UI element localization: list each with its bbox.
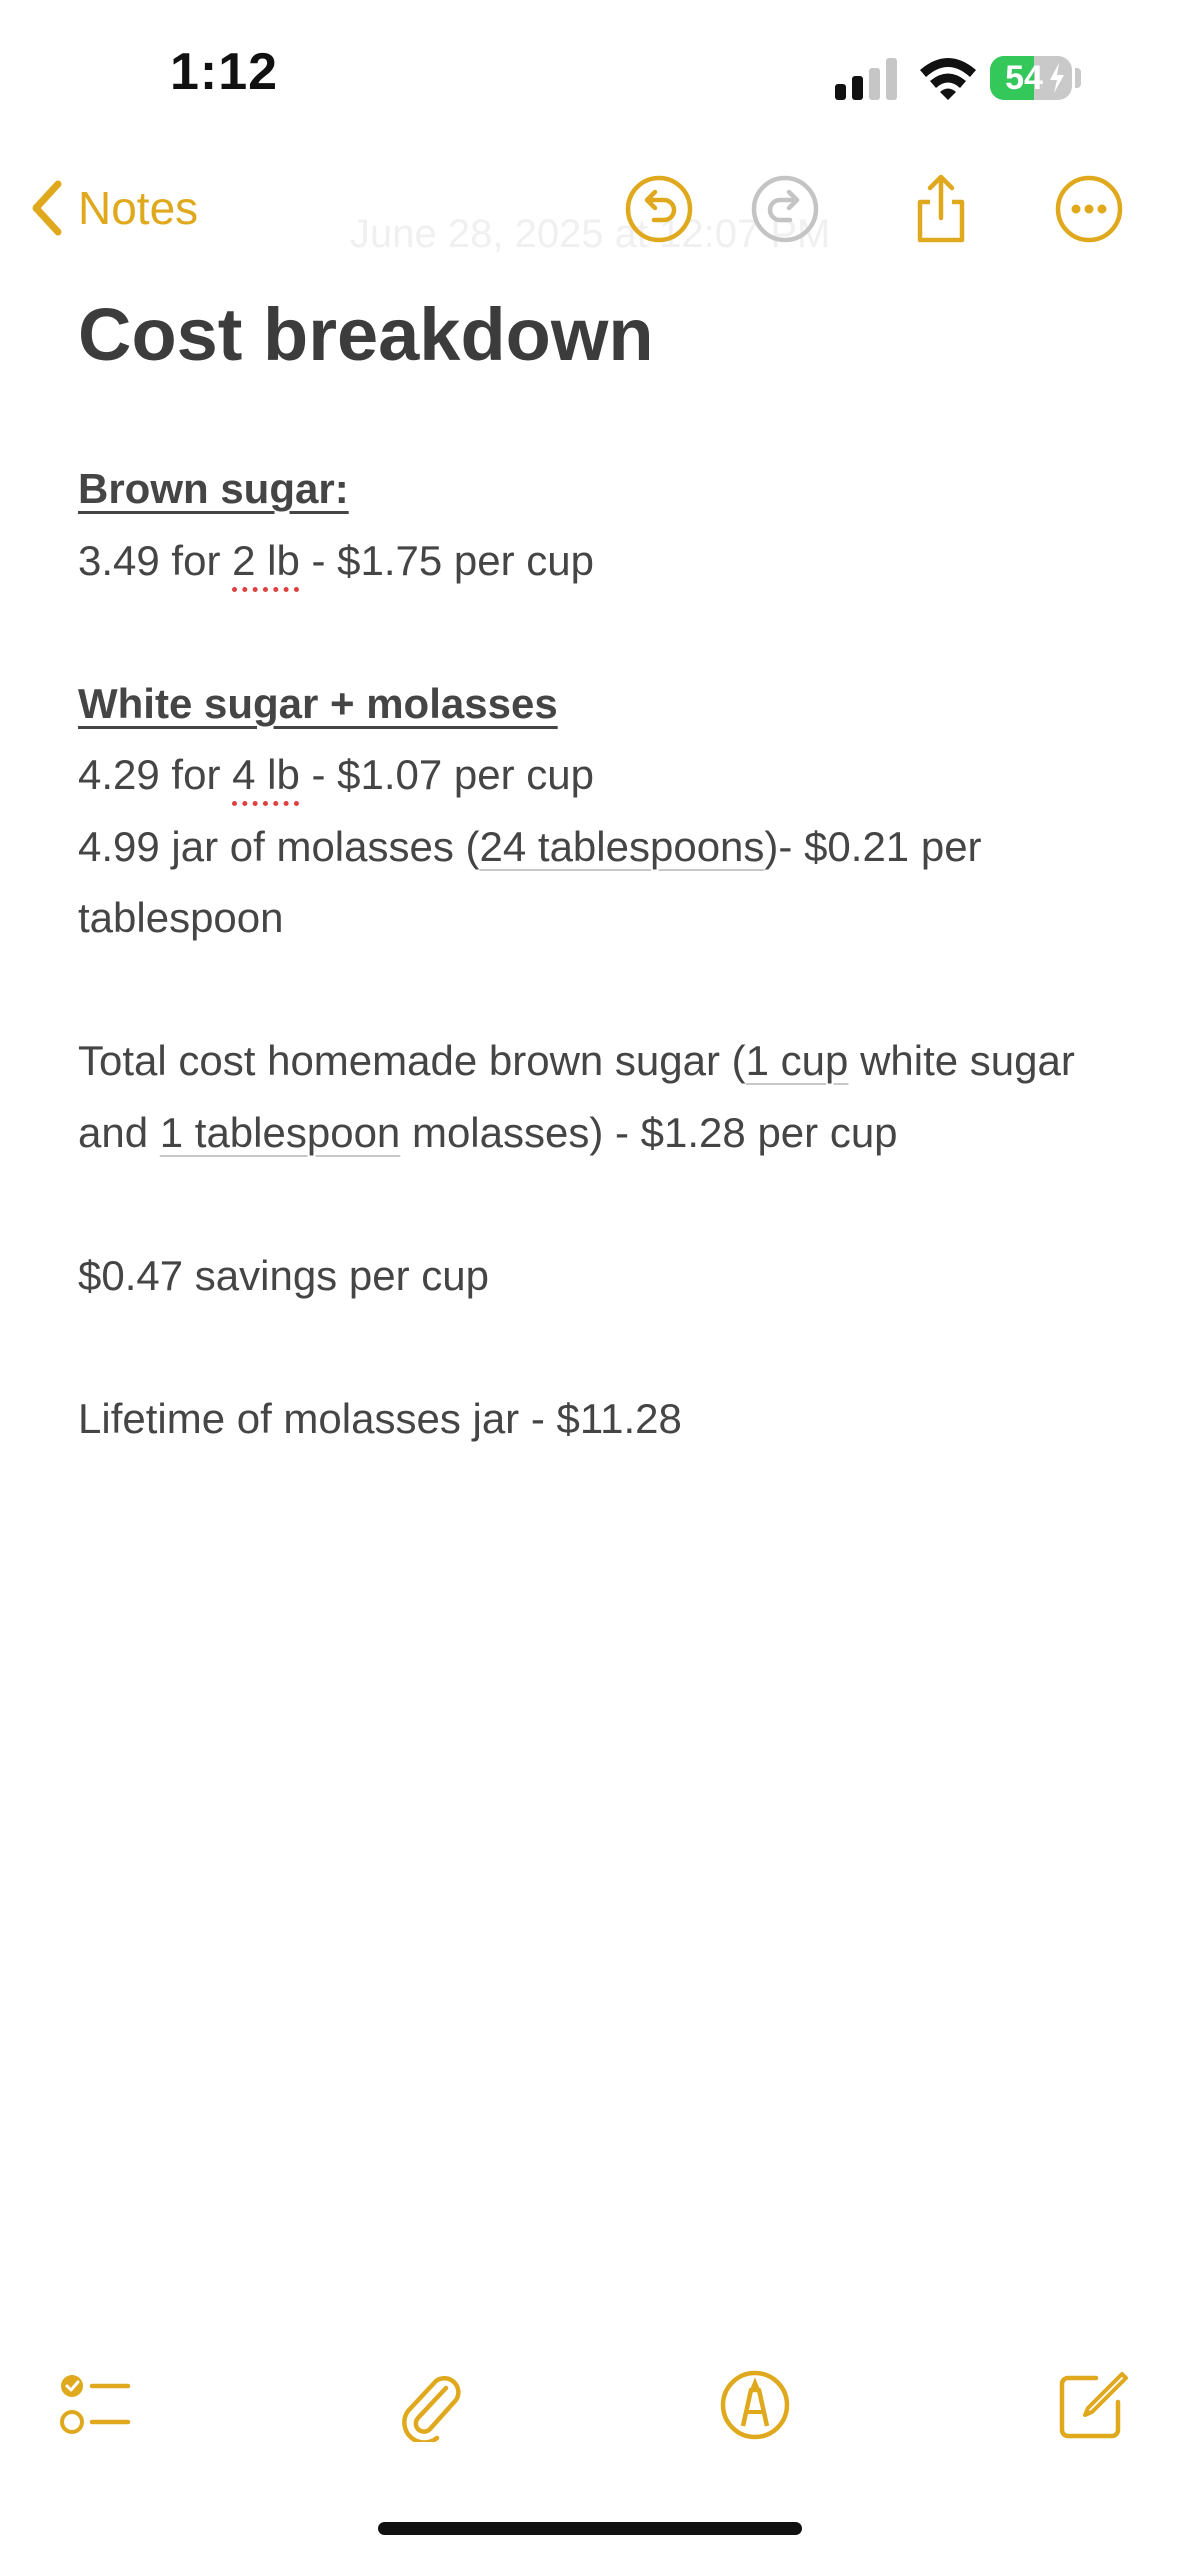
back-label: Notes: [78, 182, 199, 234]
chevron-left-icon: [28, 180, 64, 236]
wifi-icon: [918, 54, 978, 100]
battery-percent: 54: [1005, 59, 1043, 97]
detected-unit-link[interactable]: 1 cup: [745, 1037, 849, 1084]
undo-button[interactable]: [624, 174, 694, 244]
white-sugar-price-line: 4.29 for 4 lb - $1.07 per cup: [78, 751, 595, 798]
battery-icon: [990, 56, 1072, 100]
brown-sugar-price-line: 3.49 for 2 lb - $1.75 per cup: [78, 536, 595, 584]
status-time: 1:12: [170, 43, 279, 101]
more-options-button[interactable]: [1054, 174, 1124, 244]
brown-sugar-heading: Brown sugar:: [78, 465, 349, 512]
white-sugar-heading: White sugar + molasses: [78, 679, 558, 727]
more-icon: [1054, 174, 1124, 244]
note-date-ghost: June 28, 2025 at 12:07 PM: [350, 212, 831, 256]
attachment-button[interactable]: [394, 2368, 468, 2442]
battery-nub: [1075, 68, 1081, 88]
misspelled-word[interactable]: 2 lb: [232, 536, 300, 584]
share-button[interactable]: [906, 174, 976, 244]
misspelled-word[interactable]: 4 lb: [232, 751, 300, 798]
redo-button[interactable]: [750, 174, 820, 244]
compose-icon: [1054, 2368, 1128, 2442]
cellular-signal-icon: [835, 58, 897, 100]
molasses-price-line: 4.99 jar of molasses (24 tablespoons)- $0.21 per tablespoon: [78, 822, 982, 941]
compose-button[interactable]: [1054, 2368, 1128, 2442]
paperclip-icon: [394, 2368, 468, 2442]
lifetime-line: Lifetime of molasses jar - $11.28: [78, 1394, 682, 1442]
note-title: Cost breakdown: [78, 293, 654, 376]
markup-pen-icon: [718, 2368, 792, 2442]
undo-icon: [624, 174, 694, 244]
savings-line: $0.47 savings per cup: [78, 1251, 489, 1299]
share-icon: [906, 174, 976, 244]
markup-button[interactable]: [718, 2368, 792, 2442]
back-to-notes-button[interactable]: [28, 176, 198, 240]
note-body[interactable]: [78, 285, 1118, 1454]
detected-unit-link[interactable]: 1 tablespoon: [159, 1108, 401, 1156]
detected-unit-link[interactable]: 24 tablespoons: [479, 822, 765, 870]
redo-icon: [750, 174, 820, 244]
total-cost-line: Total cost homemade brown sugar (1 cup white sugar and 1 tablespoon molasses) - $1.28 per cup: [78, 1037, 1075, 1156]
charging-bolt-icon: [1048, 63, 1066, 93]
home-indicator[interactable]: [378, 2522, 802, 2535]
checklist-button[interactable]: [58, 2368, 132, 2442]
checklist-icon: [58, 2368, 132, 2442]
